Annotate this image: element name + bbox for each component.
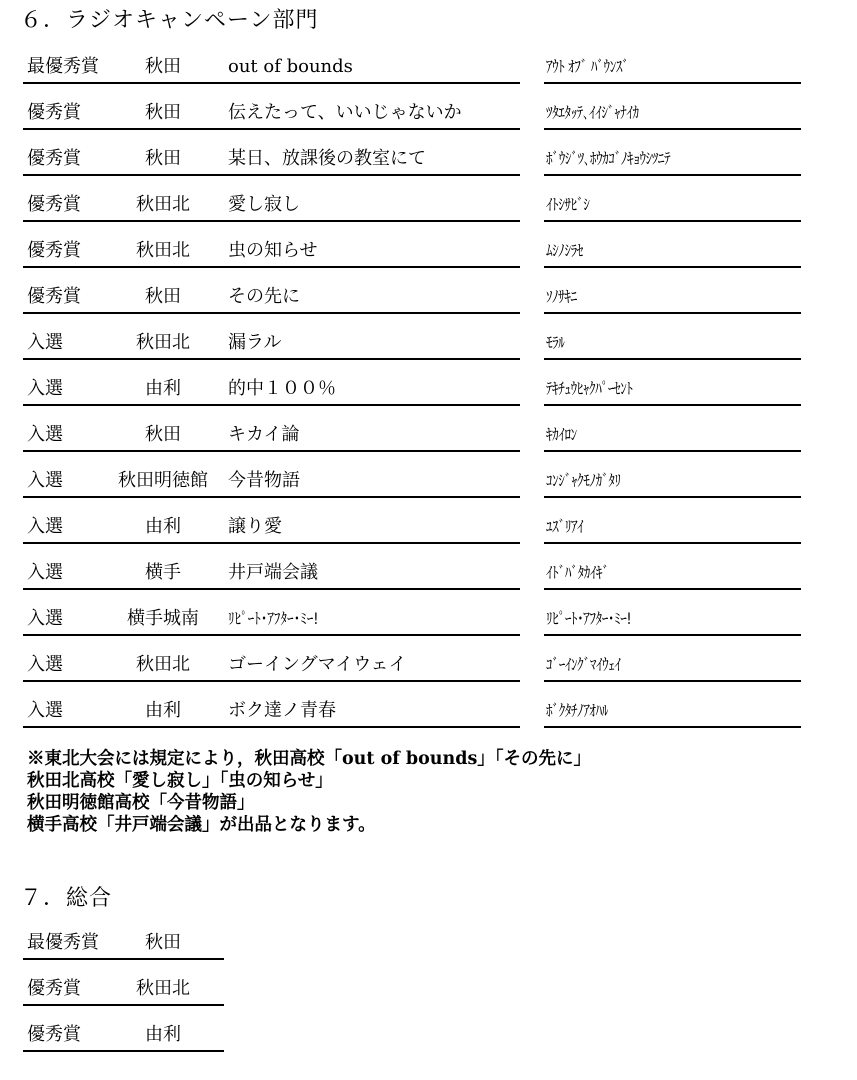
note-line: 横手高校「井戸端会議」が出品となります。 [27,815,376,835]
underline [544,404,801,406]
award-row [0,512,857,544]
title-reading: ｲﾄｼｻﾋﾞｼ [546,195,590,214]
award-label: 最優秀賞 [27,56,99,77]
section-6-heading: ６．ラジオキャンペーン部門 [20,8,319,33]
underline [544,312,801,314]
title-reading: ﾎﾞｸﾀﾁﾉｱｵﾊﾙ [546,701,608,720]
underline [544,266,801,268]
school-name: 秋田明徳館 [118,470,208,491]
school-name: 由利 [145,1024,181,1045]
work-title: ﾘﾋﾟｰﾄ･ｱﾌﾀｰ･ﾐｰ! [228,609,319,628]
underline [23,450,520,452]
underline [23,680,520,682]
work-title: 愛し寂し [228,194,300,215]
title-reading: ﾑｼﾉｼﾗｾ [546,241,583,260]
underline [23,726,520,728]
section-7-heading: ７．総合 [20,886,113,911]
title-reading: ﾂﾀｴﾀｯﾃ､ｲｲｼﾞｬﾅｲｶ [546,103,639,122]
school-name: 秋田 [145,148,181,169]
title-reading: ｷｶｲﾛﾝ [546,425,577,444]
award-row [0,282,857,314]
title-reading: ｺﾞｰｲﾝｸﾞﾏｲｳｪｲ [546,655,621,674]
school-name: 秋田北 [136,978,190,999]
underline [23,542,520,544]
award-label: 優秀賞 [27,286,81,307]
award-label: 入選 [27,424,63,445]
work-title: 虫の知らせ [228,240,318,261]
note-line: 秋田明徳館高校「今昔物語」 [27,793,255,813]
underline [23,358,520,360]
underline [23,1004,224,1006]
award-label: 優秀賞 [27,102,81,123]
award-row [0,328,857,360]
school-name: 秋田 [145,932,181,953]
school-name: 秋田 [145,102,181,123]
award-label: 最優秀賞 [27,932,99,953]
award-label: 入選 [27,470,63,491]
underline [23,266,520,268]
school-name: 秋田 [145,56,181,77]
school-name: 秋田北 [136,240,190,261]
school-name: 秋田 [145,286,181,307]
work-title: キカイ論 [228,424,300,445]
note-line: ※東北大会には規定により，秋田高校「out of bounds」「その先に」 [27,749,592,769]
tohoku-entry-note [27,748,591,836]
underline [23,174,520,176]
title-reading: ｿﾉｻｷﾆ [546,287,577,306]
award-row [0,98,857,130]
title-reading: ｲﾄﾞﾊﾞﾀｶｲｷﾞ [546,563,609,582]
underline [544,174,801,176]
award-label: 入選 [27,608,63,629]
school-name: 秋田 [145,424,181,445]
underline [544,128,801,130]
underline [544,680,801,682]
underline [23,588,520,590]
work-title: 今昔物語 [228,470,300,491]
title-reading: ﾕｽﾞﾘｱｲ [546,517,584,536]
underline [544,634,801,636]
work-title: 的中１００％ [228,378,336,399]
underline [544,220,801,222]
award-label: 入選 [27,562,63,583]
award-label: 入選 [27,378,63,399]
award-label: 優秀賞 [27,148,81,169]
note-line: 秋田北高校「愛し寂し」「虫の知らせ」 [27,771,333,791]
award-label: 入選 [27,332,63,353]
title-reading: ﾓﾗﾙ [546,333,565,352]
overall-award-row [0,1020,857,1052]
school-name: 秋田北 [136,332,190,353]
award-row [0,696,857,728]
work-title: 井戸端会議 [228,562,318,583]
underline [544,450,801,452]
award-row [0,236,857,268]
award-row [0,190,857,222]
underline [23,496,520,498]
award-label: 優秀賞 [27,1024,81,1045]
overall-award-row [0,928,857,960]
award-row [0,420,857,452]
overall-award-row [0,974,857,1006]
underline [23,82,520,84]
underline [544,82,801,84]
school-name: 秋田北 [136,194,190,215]
underline [23,958,224,960]
title-reading: ﾎﾞｳｼﾞﾂ､ﾎｳｶｺﾞﾉｷｮｳｼﾂﾆﾃ [546,149,671,168]
underline [544,588,801,590]
underline [23,220,520,222]
underline [23,128,520,130]
school-name: 秋田北 [136,654,190,675]
award-row [0,558,857,590]
title-reading: ﾘﾋﾟｰﾄ･ｱﾌﾀｰ･ﾐｰ! [546,609,632,628]
award-row [0,52,857,84]
title-reading: ﾃｷﾁｭｳﾋｬｸﾊﾟｰｾﾝﾄ [546,379,633,398]
school-name: 横手 [145,562,181,583]
award-row [0,604,857,636]
award-row [0,144,857,176]
underline [23,404,520,406]
school-name: 横手城南 [127,608,199,629]
underline [23,1050,224,1052]
underline [23,634,520,636]
title-reading: ｱｳﾄ ｵﾌﾞ ﾊﾞｳﾝｽﾞ [546,57,629,76]
work-title: 譲り愛 [228,516,282,537]
work-title: 某日、放課後の教室にて [228,148,426,169]
title-reading: ｺﾝｼﾞｬｸﾓﾉｶﾞﾀﾘ [546,471,621,490]
work-title: 漏ラル [228,332,282,353]
award-label: 優秀賞 [27,194,81,215]
work-title: 伝えたって、いいじゃないか [228,102,462,123]
award-row [0,466,857,498]
underline [544,726,801,728]
underline [544,496,801,498]
underline [23,312,520,314]
school-name: 由利 [145,378,181,399]
award-row [0,374,857,406]
award-label: 入選 [27,700,63,721]
work-title: ゴーイングマイウェイ [228,654,407,675]
award-row [0,650,857,682]
school-name: 由利 [145,516,181,537]
work-title: ボク達ノ青春 [228,700,336,721]
award-label: 入選 [27,516,63,537]
underline [544,542,801,544]
award-label: 優秀賞 [27,978,81,999]
underline [544,358,801,360]
work-title: out of bounds [228,56,353,77]
award-label: 優秀賞 [27,240,81,261]
work-title: その先に [228,286,300,307]
award-label: 入選 [27,654,63,675]
school-name: 由利 [145,700,181,721]
